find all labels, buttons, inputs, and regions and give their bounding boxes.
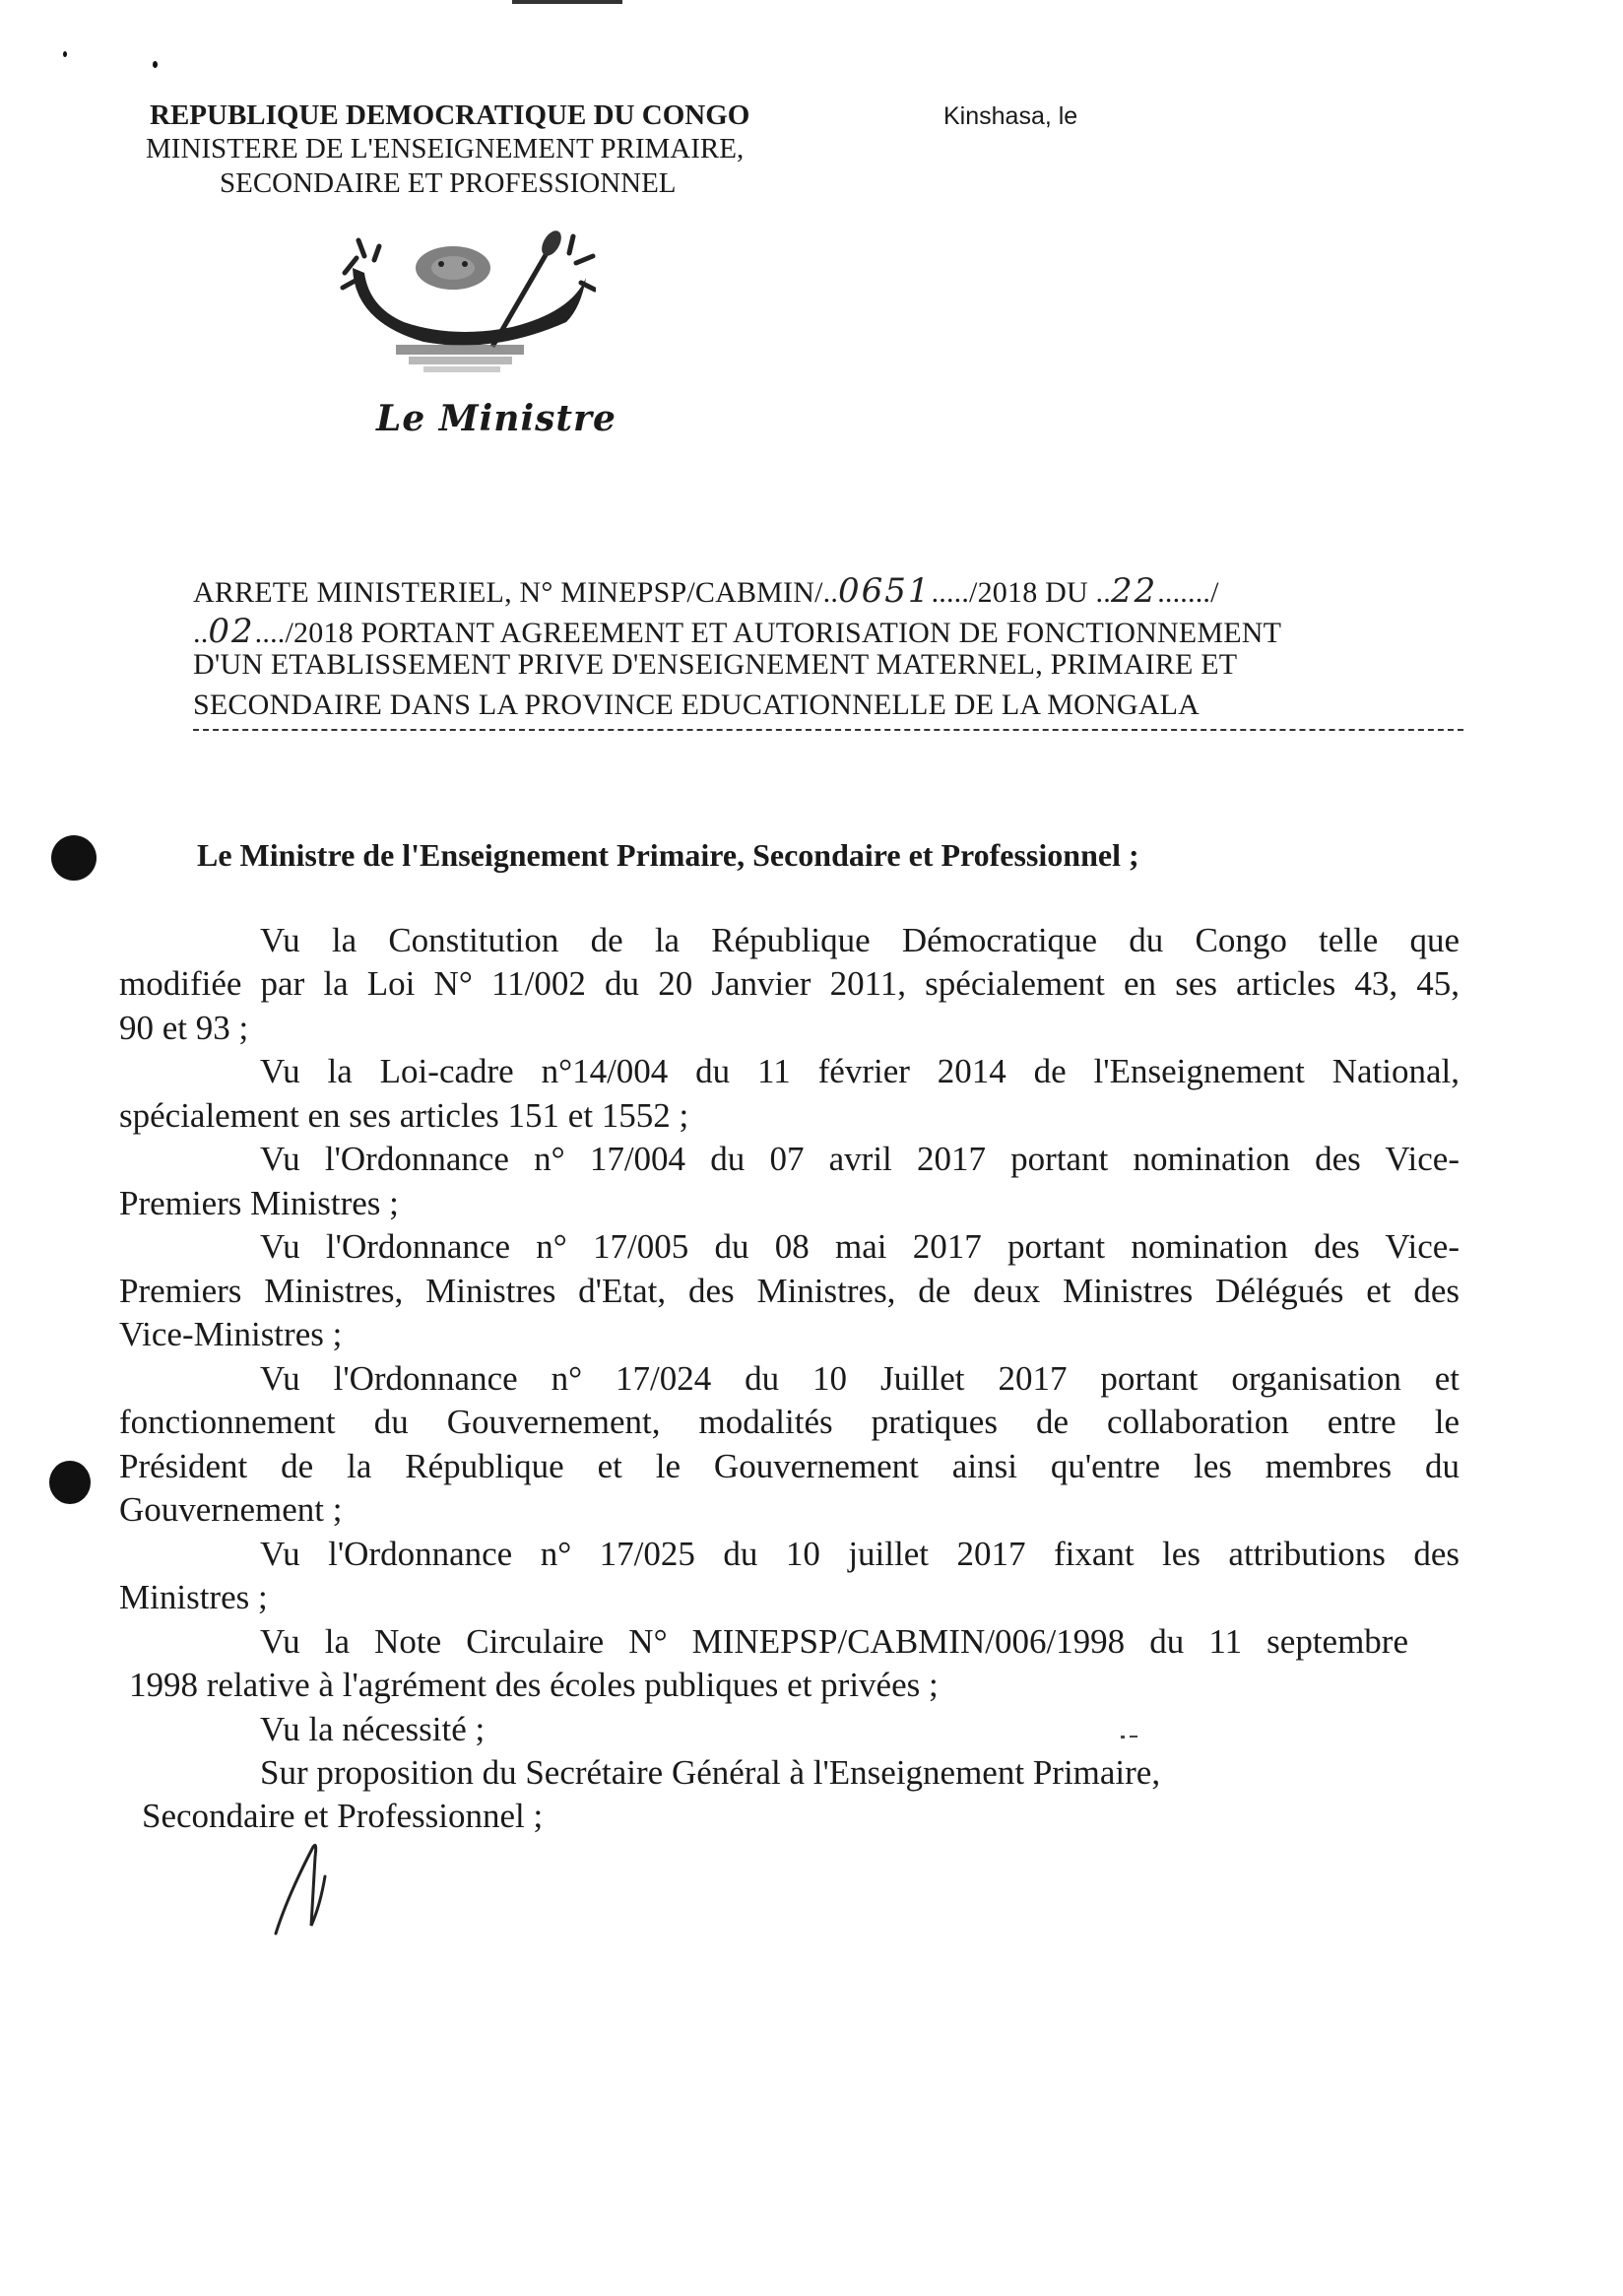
body-line: Secondaire et Professionnel ; (142, 1797, 544, 1835)
body-line: Gouvernement ; (119, 1490, 343, 1529)
body-line: Sur proposition du Secrétaire Général à l'Enseignement Primaire, (260, 1753, 1161, 1792)
arrete-line-1 (193, 571, 1219, 613)
arrete-ref-mid: ...../2018 DU .. (931, 576, 1111, 609)
scan-speck (1130, 1736, 1137, 1738)
arrete-ref-prefix: ARRETE MINISTERIEL, N° MINEPSP/CABMIN/.. (193, 576, 839, 609)
arrete-line-3: D'UN ETABLISSEMENT PRIVE D'ENSEIGNEMENT MATERNEL, PRIMAIRE ET (193, 648, 1238, 681)
body-line: Vu l'Ordonnance n° 17/024 du 10 Juillet 2017 portant organisation et (260, 1359, 1460, 1398)
body-line: 1998 relative à l'agrément des écoles publiques et privées ; (129, 1666, 939, 1704)
coat-of-arms-emblem (335, 229, 596, 376)
scan-speck (1121, 1736, 1125, 1738)
body-line: Premiers Ministres, Ministres d'Etat, des Ministres, de deux Ministres Délégués et des (119, 1272, 1460, 1310)
arrete-line-2-prefix: .. (193, 617, 209, 649)
punch-hole (51, 835, 97, 881)
scan-speck (63, 51, 67, 57)
body-line: Vu la nécessité ; (260, 1710, 486, 1748)
body-line: Ministres ; (119, 1578, 268, 1616)
arrete-ref-suffix: ......./ (1157, 576, 1219, 609)
punch-hole (49, 1461, 91, 1504)
body-line: 90 et 93 ; (119, 1009, 249, 1047)
body-line: Vu la Note Circulaire N° MINEPSP/CABMIN/006/1998 du 11 septembre (260, 1622, 1408, 1661)
handwritten-arrete-number: 0651 (838, 571, 932, 611)
handwritten-month: 02 (208, 612, 255, 651)
arrete-line-2-rest: ..../2018 PORTANT AGREEMENT ET AUTORISATION DE FONCTIONNEMENT (254, 617, 1282, 649)
body-line: Vu l'Ordonnance n° 17/025 du 10 juillet 2017 fixant les attributions des (260, 1535, 1460, 1573)
body-line: Premiers Ministres ; (119, 1184, 399, 1222)
body-line: Vice-Ministres ; (119, 1315, 343, 1353)
handwritten-initial-mark (266, 1817, 345, 1935)
ministry-line-1: MINISTERE DE L'ENSEIGNEMENT PRIMAIRE, (146, 133, 745, 164)
scan-speck (153, 61, 158, 68)
handwritten-day: 22 (1110, 571, 1158, 611)
signature-title: Le Ministre (376, 398, 617, 439)
body-line: Président de la République et le Gouvernement ainsi qu'entre les membres du (119, 1447, 1460, 1485)
body-line: Vu la Loi-cadre n°14/004 du 11 février 2014 de l'Enseignement National, (260, 1052, 1460, 1090)
title-divider (193, 729, 1463, 731)
body-line: Vu l'Ordonnance n° 17/004 du 07 avril 2017 portant nomination des Vice- (260, 1140, 1460, 1178)
arrete-line-4: SECONDAIRE DANS LA PROVINCE EDUCATIONNELLE DE LA MONGALA (193, 689, 1201, 721)
body-line: spécialement en ses articles 151 et 1552 ; (119, 1096, 689, 1135)
body-line: Vu la Constitution de la République Démocratique du Congo telle que (260, 921, 1460, 959)
body-line: Vu l'Ordonnance n° 17/005 du 08 mai 2017 portant nomination des Vice- (260, 1227, 1460, 1266)
minister-heading: Le Ministre de l'Enseignement Primaire, Secondaire et Professionnel ; (197, 837, 1139, 873)
ministry-line-2: SECONDAIRE ET PROFESSIONNEL (220, 167, 677, 199)
body-line: modifiée par la Loi N° 11/002 du 20 Janvier 2011, spécialement en ses articles 43, 45, (119, 964, 1460, 1003)
scan-mark-top (512, 0, 622, 4)
body-line: fonctionnement du Gouvernement, modalités pratiques de collaboration entre le (119, 1403, 1460, 1441)
republic-title: REPUBLIQUE DEMOCRATIQUE DU CONGO (150, 99, 750, 131)
place-date-label: Kinshasa, le (943, 102, 1078, 130)
